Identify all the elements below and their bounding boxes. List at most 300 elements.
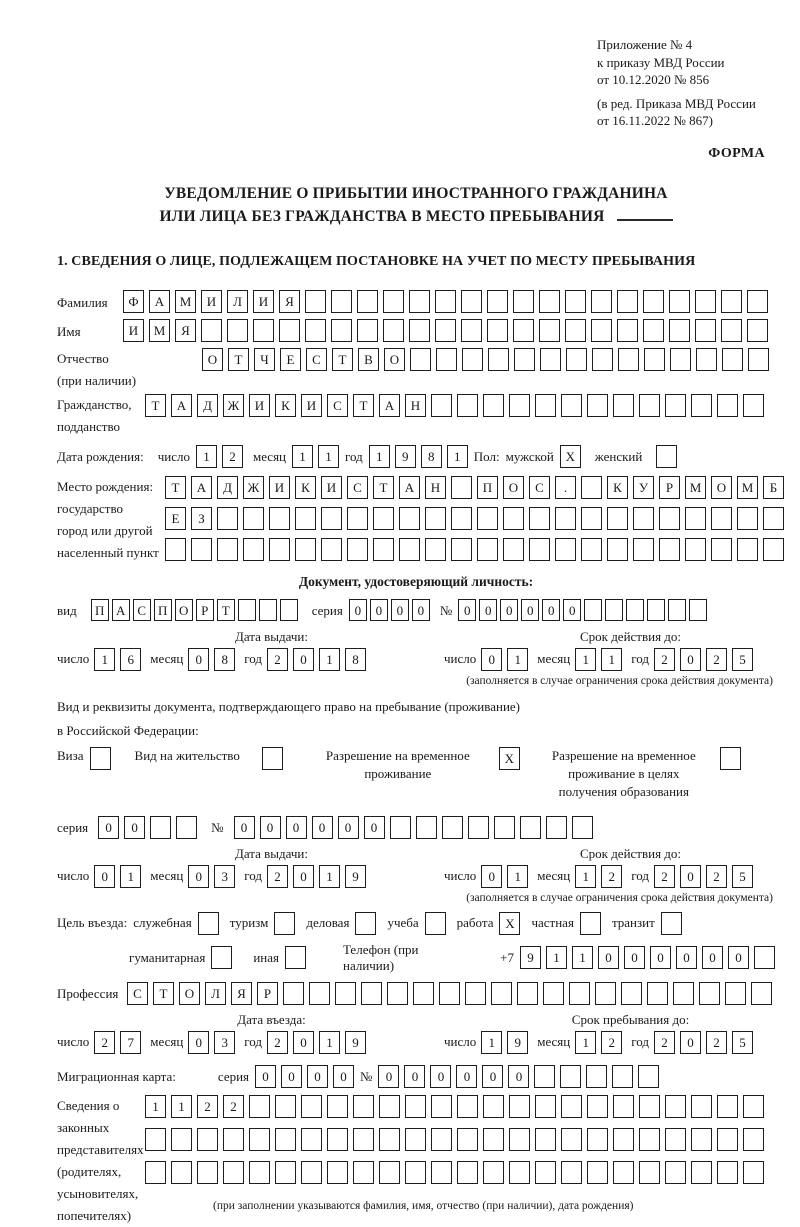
citizenship-boxes[interactable]	[145, 394, 764, 417]
char-cell: С	[327, 394, 348, 417]
char-cell	[613, 1161, 634, 1184]
char-cell: 0	[349, 599, 367, 621]
char-cell	[669, 290, 690, 313]
surname-boxes[interactable]	[123, 290, 768, 313]
char-cell	[513, 290, 534, 313]
purpose-humanitarian-label: гуманитарная	[129, 949, 206, 965]
char-cell	[335, 982, 356, 1005]
char-cell	[383, 290, 404, 313]
char-cell	[569, 982, 590, 1005]
residence-series-label: серия	[57, 819, 89, 835]
char-cell: 1	[575, 865, 596, 888]
residence-doc-note: (заполняется в случае ограничения срока действия документа)	[466, 891, 773, 904]
char-cell: 0	[234, 816, 255, 839]
char-cell	[249, 1128, 270, 1151]
char-cell: 0	[680, 865, 701, 888]
char-cell: Т	[332, 348, 353, 371]
identity-doc-note: (заполняется в случае ограничения срока действия документа)	[466, 674, 773, 687]
char-cell: Н	[405, 394, 426, 417]
char-cell: 0	[188, 1031, 209, 1054]
char-cell	[586, 1065, 607, 1088]
char-cell	[405, 1095, 426, 1118]
char-cell	[409, 319, 430, 342]
phone-boxes[interactable]	[520, 946, 775, 969]
profession-boxes[interactable]	[127, 982, 772, 1005]
char-cell	[399, 507, 420, 530]
migration-number-boxes[interactable]	[378, 1065, 659, 1088]
birth-place-boxes-row2[interactable]	[165, 507, 784, 530]
purpose-private-checkbox[interactable]	[580, 912, 601, 935]
identity-issue-day[interactable]	[94, 648, 141, 671]
char-cell	[535, 394, 556, 417]
char-cell	[561, 1095, 582, 1118]
patronymic-label	[57, 348, 202, 392]
char-cell	[595, 982, 616, 1005]
char-cell	[695, 319, 716, 342]
char-cell: Я	[175, 319, 196, 342]
char-cell	[643, 319, 664, 342]
char-cell: О	[179, 982, 200, 1005]
char-cell	[529, 538, 550, 561]
char-cell	[353, 1161, 374, 1184]
phone-prefix: +7	[500, 949, 514, 965]
char-cell	[647, 599, 665, 621]
char-cell	[647, 982, 668, 1005]
char-cell	[696, 348, 717, 371]
visa-checkbox[interactable]	[90, 747, 111, 770]
identity-expiry-year[interactable]	[654, 648, 753, 671]
year-label: год	[244, 1034, 263, 1049]
month-label: месяц	[537, 868, 571, 883]
residence-permit-checkbox[interactable]	[262, 747, 283, 770]
char-cell: 1	[369, 445, 390, 468]
char-cell: 2	[654, 1031, 675, 1054]
char-cell	[405, 1161, 426, 1184]
char-cell: 0	[94, 865, 115, 888]
sex-label: Пол:	[473, 448, 500, 464]
char-cell	[425, 912, 446, 935]
char-cell	[751, 982, 772, 1005]
char-cell	[211, 946, 232, 969]
char-cell: 1	[546, 946, 567, 969]
birth-month-boxes[interactable]	[292, 445, 339, 468]
char-cell: Т	[228, 348, 249, 371]
birth-day-boxes[interactable]	[196, 445, 243, 468]
char-cell	[691, 1128, 712, 1151]
identity-doc-date-titles	[57, 629, 775, 645]
birth-place-label	[57, 476, 165, 564]
visit-purpose-row2	[57, 942, 775, 974]
identity-expiry-day[interactable]	[481, 648, 528, 671]
residence-expiry-date	[444, 865, 762, 888]
month-label: месяц	[150, 868, 184, 883]
entry-year[interactable]	[267, 1031, 366, 1054]
birth-place-label-line: населенный пункт	[57, 544, 159, 560]
char-cell	[379, 1161, 400, 1184]
char-cell: 0	[98, 816, 119, 839]
option-residence-permit	[135, 747, 283, 770]
char-cell	[665, 1161, 686, 1184]
char-cell: 9	[520, 946, 541, 969]
stay-month[interactable]	[575, 1031, 622, 1054]
char-cell: 2	[601, 1031, 622, 1054]
char-cell: Я	[279, 290, 300, 313]
char-cell: У	[633, 476, 654, 499]
residence-expiry-month[interactable]	[575, 865, 622, 888]
purpose-other-label: иная	[253, 949, 279, 965]
char-cell	[587, 394, 608, 417]
sex-male-checkbox[interactable]	[560, 445, 581, 468]
char-cell	[425, 538, 446, 561]
residence-doc-series-row	[57, 815, 775, 840]
identity-doc-series-label: серия	[311, 602, 343, 618]
purpose-other-checkbox[interactable]	[285, 946, 306, 969]
char-cell	[659, 507, 680, 530]
char-cell: К	[607, 476, 628, 499]
patronymic-boxes[interactable]	[202, 348, 769, 371]
purpose-humanitarian-checkbox[interactable]	[211, 946, 232, 969]
char-cell	[717, 1161, 738, 1184]
char-cell	[462, 348, 483, 371]
temp-residence-education-label: Разрешение на временное проживание в целях получения образования	[551, 747, 696, 799]
char-cell	[717, 1128, 738, 1151]
char-cell: Ч	[254, 348, 275, 371]
char-cell	[435, 290, 456, 313]
char-cell: 0	[124, 816, 145, 839]
sex-female-checkbox[interactable]	[656, 445, 677, 468]
entry-month[interactable]	[188, 1031, 235, 1054]
surname-label: Фамилия	[57, 294, 108, 310]
residence-series-boxes[interactable]	[98, 816, 197, 839]
char-cell: 0	[500, 599, 518, 621]
char-cell	[514, 348, 535, 371]
purpose-transit	[612, 912, 682, 935]
residence-issue-month[interactable]	[188, 865, 235, 888]
char-cell	[461, 319, 482, 342]
appendix-note	[597, 36, 769, 130]
char-cell	[613, 1128, 634, 1151]
char-cell	[535, 1161, 556, 1184]
char-cell	[565, 319, 586, 342]
char-cell	[509, 394, 530, 417]
identity-issue-month[interactable]	[188, 648, 235, 671]
char-cell	[477, 507, 498, 530]
representatives-boxes-row3[interactable]	[145, 1161, 764, 1184]
year-label: год	[244, 651, 263, 666]
purpose-work-checkbox[interactable]	[499, 912, 520, 935]
char-cell: 0	[481, 865, 502, 888]
char-cell	[379, 1095, 400, 1118]
residence-expiry-day[interactable]	[481, 865, 528, 888]
char-cell: 1	[94, 648, 115, 671]
char-cell: А	[112, 599, 130, 621]
char-cell	[243, 507, 264, 530]
char-cell	[171, 1161, 192, 1184]
identity-doc-heading: Документ, удостоверяющий личность:	[298, 573, 534, 589]
migration-series-boxes[interactable]	[255, 1065, 354, 1088]
birth-place-boxes-row3[interactable]	[165, 538, 784, 561]
char-cell: И	[321, 476, 342, 499]
month-label: месяц	[252, 448, 287, 464]
char-cell	[249, 1095, 270, 1118]
char-cell: 0	[293, 648, 314, 671]
char-cell: О	[202, 348, 223, 371]
identity-doc-series-boxes[interactable]	[349, 599, 430, 621]
birth-year-boxes[interactable]	[369, 445, 468, 468]
char-cell: 6	[120, 648, 141, 671]
visa-label: Виза	[57, 747, 84, 763]
char-cell: 2	[267, 1031, 288, 1054]
char-cell	[238, 599, 256, 621]
char-cell: 8	[214, 648, 235, 671]
char-cell	[442, 816, 463, 839]
char-cell	[223, 1128, 244, 1151]
identity-doc-kind-boxes[interactable]	[91, 599, 298, 621]
residence-expiry-year[interactable]	[654, 865, 753, 888]
char-cell	[581, 476, 602, 499]
phone-label: Телефон (при наличии)	[342, 941, 419, 973]
char-cell	[587, 1095, 608, 1118]
char-cell	[275, 1128, 296, 1151]
forma-label: ФОРМА	[708, 145, 765, 161]
char-cell: Ж	[223, 394, 244, 417]
entry-day[interactable]	[94, 1031, 141, 1054]
char-cell	[357, 290, 378, 313]
char-cell: 1	[601, 648, 622, 671]
char-cell: С	[529, 476, 550, 499]
char-cell: 2	[94, 1031, 115, 1054]
birth-date-row	[57, 444, 775, 469]
residence-number-boxes[interactable]	[234, 816, 593, 839]
char-cell	[661, 912, 682, 935]
char-cell: 0	[680, 648, 701, 671]
representatives-block	[57, 1095, 775, 1227]
section-1-heading: 1. СВЕДЕНИЯ О ЛИЦЕ, ПОДЛЕЖАЩЕМ ПОСТАНОВКЕ НА УЧЕТ ПО МЕСТУ ПРЕБЫВАНИЯ	[57, 253, 696, 269]
char-cell	[425, 507, 446, 530]
char-cell: П	[154, 599, 172, 621]
char-cell: 0	[333, 1065, 354, 1088]
char-cell	[197, 1128, 218, 1151]
residence-number-label: №	[211, 819, 224, 835]
char-cell: 0	[458, 599, 476, 621]
char-cell	[607, 507, 628, 530]
first-name-label: Имя	[57, 323, 81, 339]
char-cell	[483, 1095, 504, 1118]
char-cell	[555, 538, 576, 561]
char-cell	[321, 538, 342, 561]
char-cell	[509, 1095, 530, 1118]
representatives-boxes-row1[interactable]	[145, 1095, 764, 1118]
char-cell	[643, 290, 664, 313]
char-cell: А	[399, 476, 420, 499]
char-cell: 0	[281, 1065, 302, 1088]
char-cell	[280, 599, 298, 621]
char-cell	[197, 1161, 218, 1184]
char-cell: 9	[395, 445, 416, 468]
char-cell	[355, 912, 376, 935]
char-cell: 0	[430, 1065, 451, 1088]
char-cell	[539, 319, 560, 342]
purpose-transit-checkbox[interactable]	[661, 912, 682, 935]
char-cell	[373, 507, 394, 530]
identity-doc-number-boxes[interactable]	[458, 599, 707, 621]
char-cell	[517, 982, 538, 1005]
identity-expiry-title: Срок действия до:	[579, 628, 682, 644]
stay-day[interactable]	[481, 1031, 528, 1054]
residence-doc-intro2: в Российской Федерации:	[57, 722, 199, 738]
char-cell	[465, 982, 486, 1005]
temp-residence-checkbox[interactable]	[499, 747, 520, 770]
char-cell	[535, 1095, 556, 1118]
purpose-work-label: работа	[456, 915, 494, 930]
residence-doc-intro1: Вид и реквизиты документа, подтверждающего право на пребывание (проживание)	[57, 698, 521, 714]
char-cell	[529, 507, 550, 530]
representatives-boxes-row2[interactable]	[145, 1128, 764, 1151]
char-cell	[435, 319, 456, 342]
char-cell	[711, 538, 732, 561]
char-cell	[150, 816, 171, 839]
char-cell: 0	[680, 1031, 701, 1054]
purpose-business-checkbox[interactable]	[355, 912, 376, 935]
char-cell	[737, 507, 758, 530]
char-cell	[439, 982, 460, 1005]
char-cell	[607, 538, 628, 561]
char-cell	[457, 394, 478, 417]
char-cell	[176, 816, 197, 839]
char-cell	[253, 319, 274, 342]
birth-place-label-line: город или другой	[57, 522, 153, 538]
char-cell	[217, 538, 238, 561]
char-cell	[491, 982, 512, 1005]
char-cell: Я	[231, 982, 252, 1005]
identity-doc-kind-label: вид	[57, 602, 77, 618]
char-cell	[561, 1128, 582, 1151]
purpose-official	[133, 912, 219, 935]
char-cell: 1	[319, 1031, 340, 1054]
char-cell	[431, 1095, 452, 1118]
char-cell: Ж	[243, 476, 264, 499]
char-cell	[451, 507, 472, 530]
char-cell: 0	[702, 946, 723, 969]
char-cell	[399, 538, 420, 561]
entry-date-titles	[57, 1012, 775, 1028]
char-cell	[217, 507, 238, 530]
birth-place-boxes-row1[interactable]	[165, 476, 784, 499]
title-underline	[617, 208, 673, 221]
char-cell: Р	[196, 599, 214, 621]
purpose-official-label: служебная	[133, 915, 192, 930]
patronymic-label-line: (при наличии)	[57, 372, 137, 388]
char-cell: X	[560, 445, 581, 468]
identity-issue-year[interactable]	[267, 648, 366, 671]
migration-series-label: серия	[217, 1068, 250, 1084]
char-cell: 1	[120, 865, 141, 888]
char-cell	[405, 1128, 426, 1151]
char-cell: 2	[222, 445, 243, 468]
first-name-boxes[interactable]	[123, 319, 768, 342]
char-cell: 1	[171, 1095, 192, 1118]
char-cell: Р	[257, 982, 278, 1005]
char-cell	[198, 912, 219, 935]
char-cell	[249, 1161, 270, 1184]
char-cell: Е	[280, 348, 301, 371]
char-cell	[605, 599, 623, 621]
day-label: число	[57, 1034, 90, 1049]
char-cell: О	[503, 476, 524, 499]
char-cell: Д	[217, 476, 238, 499]
char-cell	[587, 1128, 608, 1151]
char-cell: З	[191, 507, 212, 530]
birth-place-boxes-column	[165, 476, 784, 561]
purpose-official-checkbox[interactable]	[198, 912, 219, 935]
char-cell: 1	[319, 648, 340, 671]
char-cell: .	[555, 476, 576, 499]
char-cell	[659, 538, 680, 561]
identity-issue-title: Дата выдачи:	[234, 628, 308, 644]
temp-residence-education-checkbox[interactable]	[720, 747, 741, 770]
char-cell	[361, 982, 382, 1005]
year-label: год	[345, 448, 363, 464]
char-cell	[279, 319, 300, 342]
birth-place-row	[57, 476, 778, 564]
char-cell: А	[171, 394, 192, 417]
char-cell	[283, 982, 304, 1005]
char-cell	[416, 816, 437, 839]
stay-year[interactable]	[654, 1031, 753, 1054]
char-cell	[243, 538, 264, 561]
char-cell	[685, 507, 706, 530]
char-cell	[379, 1128, 400, 1151]
char-cell	[535, 1128, 556, 1151]
residence-issue-year[interactable]	[267, 865, 366, 888]
char-cell	[431, 1128, 452, 1151]
stay-until-title: Срок пребывания до:	[571, 1011, 690, 1027]
char-cell	[431, 394, 452, 417]
form-title	[57, 182, 775, 228]
char-cell: 1	[481, 1031, 502, 1054]
char-cell	[331, 319, 352, 342]
char-cell: 2	[267, 648, 288, 671]
month-label: месяц	[150, 1034, 184, 1049]
residence-doc-options	[57, 747, 775, 801]
purpose-tourism-checkbox[interactable]	[274, 912, 295, 935]
birth-date-label: Дата рождения:	[57, 448, 144, 464]
amendment-note	[597, 95, 769, 130]
char-cell: 1	[507, 865, 528, 888]
representatives-label-line: (родителях,	[57, 1163, 122, 1179]
profession-row	[57, 981, 775, 1006]
char-cell	[171, 1128, 192, 1151]
char-cell: X	[499, 912, 520, 935]
residence-issue-day[interactable]	[94, 865, 141, 888]
char-cell: О	[384, 348, 405, 371]
char-cell	[621, 982, 642, 1005]
char-cell	[591, 290, 612, 313]
purpose-study-checkbox[interactable]	[425, 912, 446, 935]
identity-expiry-month[interactable]	[575, 648, 622, 671]
char-cell	[612, 1065, 633, 1088]
char-cell	[390, 816, 411, 839]
purpose-other	[253, 946, 306, 969]
char-cell: С	[306, 348, 327, 371]
purpose-business-label: деловая	[306, 915, 350, 930]
char-cell	[555, 507, 576, 530]
char-cell	[201, 319, 222, 342]
char-cell: 5	[732, 648, 753, 671]
year-label: год	[631, 1034, 649, 1049]
form-title-line1: УВЕДОМЛЕНИЕ О ПРИБЫТИИ ИНОСТРАННОГО ГРАЖДАНИНА	[164, 184, 668, 202]
char-cell: 0	[624, 946, 645, 969]
